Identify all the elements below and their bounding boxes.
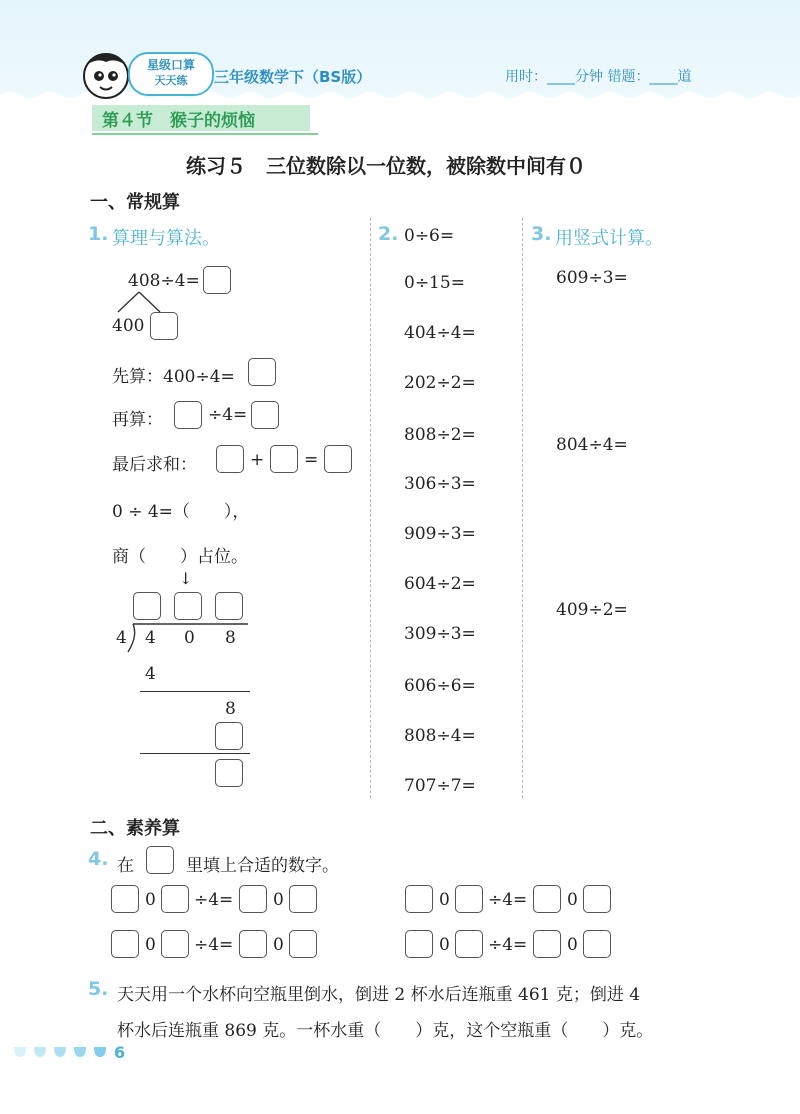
- fixed-zero: 0: [145, 935, 156, 955]
- quotient-box[interactable]: [215, 592, 243, 620]
- part1-heading: 一、常规算: [90, 192, 180, 213]
- section-banner: [92, 105, 310, 131]
- q3-item: 609÷3=: [556, 268, 628, 288]
- q4-text-pre: 在: [117, 856, 134, 876]
- digit-box[interactable]: [455, 885, 483, 913]
- section-title: 第４节 猴子的烦恼: [102, 111, 255, 131]
- q2-number: 2.: [378, 223, 399, 245]
- q3-number: 3.: [531, 223, 552, 245]
- answer-box[interactable]: [216, 445, 244, 473]
- digit-box[interactable]: [583, 930, 611, 958]
- quotient-box[interactable]: [133, 592, 161, 620]
- q2-item: 606÷6=: [404, 676, 476, 696]
- split-value: 400: [112, 316, 145, 336]
- q1-number: 1.: [88, 223, 109, 245]
- digit-box[interactable]: [161, 885, 189, 913]
- quotient-placeholder-line: 商（ ）占位。: [112, 547, 248, 567]
- digit-box[interactable]: [289, 885, 317, 913]
- q2-item: 404÷4=: [404, 323, 476, 343]
- step2-operator: ÷4=: [208, 405, 248, 425]
- division-arrow: ↓: [179, 569, 193, 588]
- q5-line1: 天天用一个水杯向空瓶里倒水，倒进 2 杯水后连瓶重 461 克；倒进 4: [117, 985, 641, 1005]
- step2-prefix: 再算：: [112, 410, 163, 430]
- q1-expression: 408÷4=: [128, 271, 200, 291]
- q2-item: 309÷3=: [404, 624, 476, 644]
- fixed-zero: 0: [439, 935, 450, 955]
- digit-box[interactable]: [583, 885, 611, 913]
- q2-item: 909÷3=: [404, 524, 476, 544]
- q2-item: 707÷7=: [404, 776, 476, 796]
- equals-sign: =: [304, 450, 319, 470]
- q2-item: 604÷2=: [404, 574, 476, 594]
- step1-text: 先算：400÷4=: [112, 367, 235, 387]
- digit-box[interactable]: [111, 885, 139, 913]
- column-divider-left: [370, 218, 371, 798]
- q2-item: 0÷15=: [404, 273, 465, 293]
- page-title: 练习５ 三位数除以一位数，被除数中间有０: [186, 154, 586, 178]
- brand-badge: [128, 52, 214, 96]
- step3-text: 最后求和：: [112, 455, 197, 475]
- digit-box[interactable]: [239, 930, 267, 958]
- answer-box[interactable]: [215, 722, 243, 750]
- part2-heading: 二、素养算: [90, 818, 180, 839]
- fixed-zero: 0: [567, 890, 578, 910]
- answer-box[interactable]: [270, 445, 298, 473]
- q4-operator: ÷4=: [488, 890, 528, 910]
- subtract-value: 4: [145, 664, 156, 684]
- q3-item: 804÷4=: [556, 435, 628, 455]
- section-underline: [92, 133, 318, 135]
- dividend-digit: 0: [184, 628, 195, 648]
- digit-box[interactable]: [239, 885, 267, 913]
- digit-box[interactable]: [405, 930, 433, 958]
- q5-number: 5.: [88, 978, 109, 1000]
- q4-operator: ÷4=: [194, 890, 234, 910]
- q2-item: 306÷3=: [404, 474, 476, 494]
- q2-item: 808÷2=: [404, 425, 476, 445]
- sample-box: [146, 846, 174, 874]
- fixed-zero: 0: [273, 890, 284, 910]
- plus-sign: +: [250, 450, 265, 470]
- fixed-zero: 0: [567, 935, 578, 955]
- dividend-digit: 4: [145, 628, 156, 648]
- answer-box[interactable]: [251, 401, 279, 429]
- brand-badge-line1: 星级口算: [146, 58, 195, 72]
- digit-box[interactable]: [289, 930, 317, 958]
- answer-box[interactable]: [174, 401, 202, 429]
- division-rule: [140, 753, 250, 754]
- fixed-zero: 0: [439, 890, 450, 910]
- fixed-zero: 0: [145, 890, 156, 910]
- fixed-zero: 0: [273, 935, 284, 955]
- digit-box[interactable]: [161, 930, 189, 958]
- division-rule: [140, 691, 250, 692]
- q2-item: 808÷4=: [404, 726, 476, 746]
- q4-operator: ÷4=: [488, 935, 528, 955]
- usage-record: 用时：____分钟 错题：____道: [505, 69, 692, 85]
- q3-label: 用竖式计算。: [555, 228, 663, 249]
- q5-line2: 杯水后连瓶重 869 克。一杯水重（ ）克，这个空瓶重（ ）克。: [117, 1021, 654, 1041]
- answer-box[interactable]: [150, 312, 178, 340]
- q4-text-post: 里填上合适的数字。: [186, 856, 339, 876]
- column-divider-right: [522, 218, 523, 798]
- footer-decoration: [12, 1045, 112, 1061]
- page-number: 6: [114, 1043, 126, 1062]
- answer-box[interactable]: [248, 358, 276, 386]
- brand-badge-line2: 天天练: [154, 74, 188, 87]
- digit-box[interactable]: [533, 885, 561, 913]
- divisor: 4: [116, 628, 127, 648]
- q3-item: 409÷2=: [556, 600, 628, 620]
- answer-box[interactable]: [324, 445, 352, 473]
- digit-box[interactable]: [405, 885, 433, 913]
- dividend-digit: 8: [225, 628, 236, 648]
- digit-box[interactable]: [455, 930, 483, 958]
- q4-operator: ÷4=: [194, 935, 234, 955]
- answer-box[interactable]: [203, 266, 231, 294]
- zero-division-line: 0 ÷ 4=（ ），: [112, 502, 250, 522]
- quotient-box[interactable]: [174, 592, 202, 620]
- book-subtitle: 三年级数学下（BS版）: [214, 68, 372, 86]
- digit-box[interactable]: [533, 930, 561, 958]
- q4-number: 4.: [88, 848, 109, 870]
- digit-box[interactable]: [111, 930, 139, 958]
- remainder-value: 8: [225, 699, 236, 719]
- answer-box[interactable]: [215, 759, 243, 787]
- q2-item: 0÷6=: [404, 226, 455, 246]
- q1-label: 算理与算法。: [112, 228, 220, 249]
- q2-item: 202÷2=: [404, 373, 476, 393]
